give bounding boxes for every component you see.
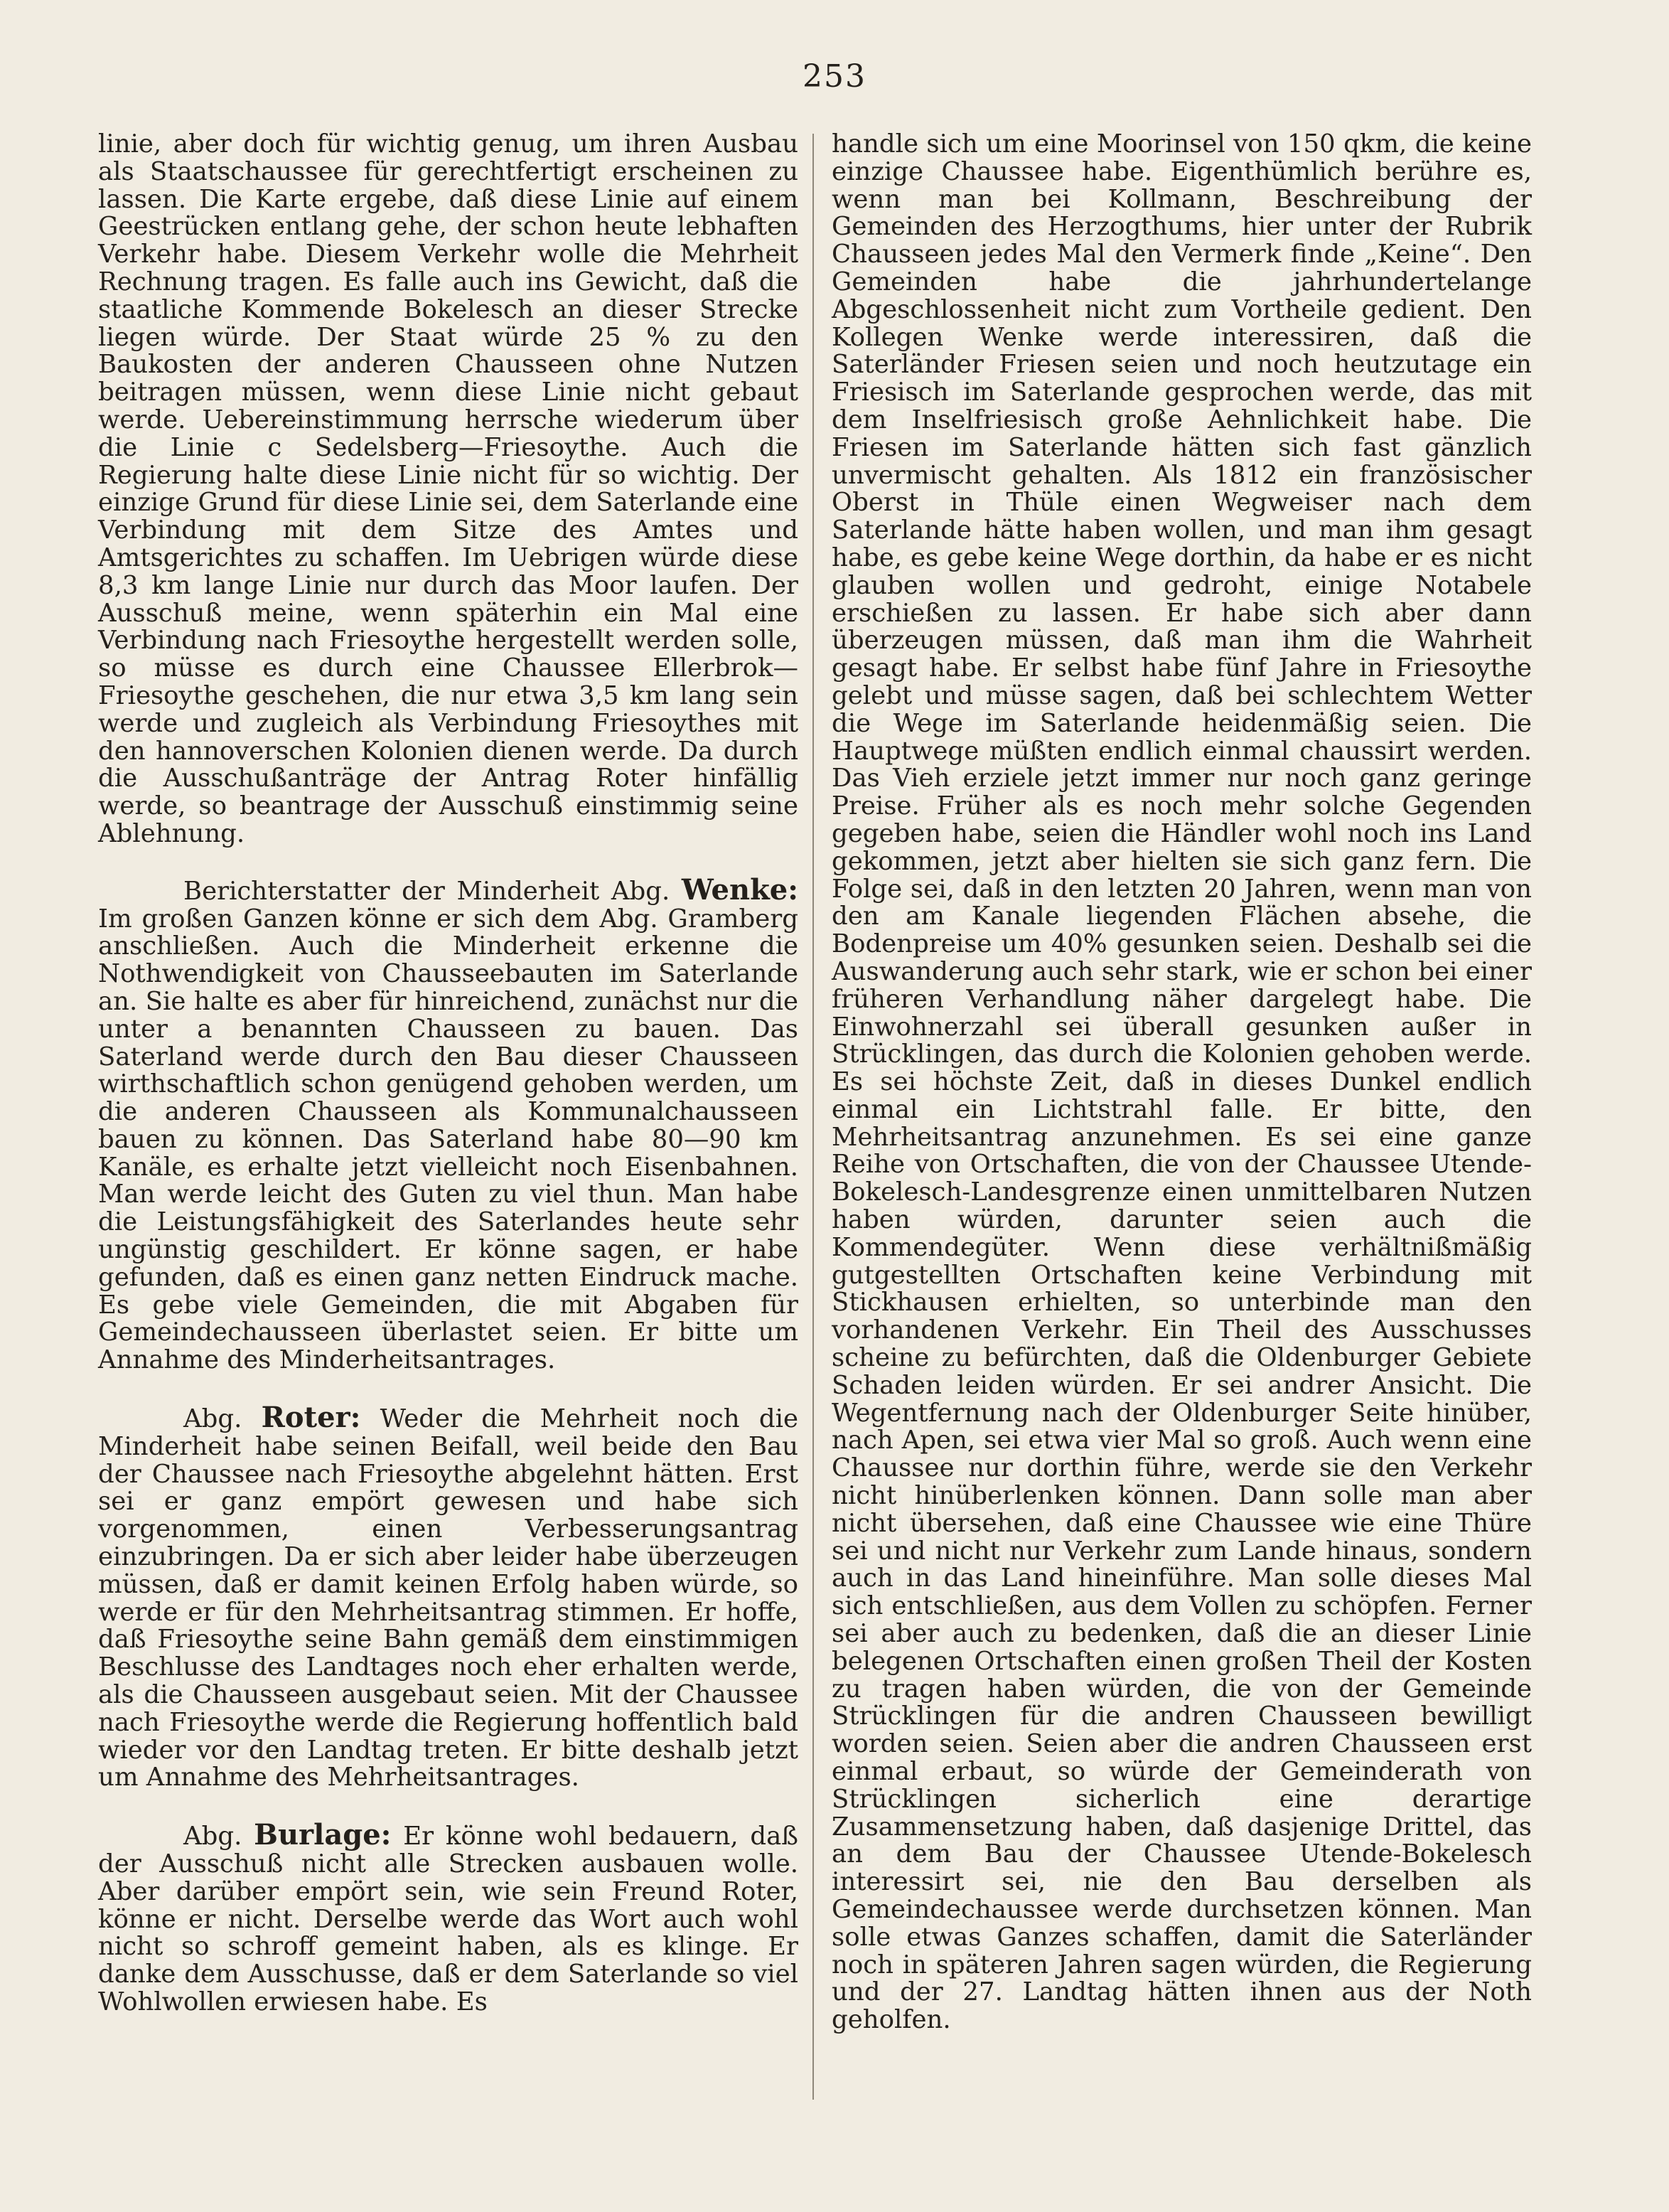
- speaker-prefix: Abg.: [183, 1822, 242, 1852]
- speaker-prefix: Abg.: [183, 1404, 242, 1434]
- page-number: 253: [803, 58, 866, 95]
- paragraph-roter: [98, 1401, 798, 1792]
- paragraph-wenke: [98, 872, 798, 1375]
- paragraph-text: Im großen Ganzen könne er sich dem Abg. Gramberg anschließen. Auch die Minderheit erkenne die Nothwendigkeit von Chausseebauten im Saterlande an. Sie halte es aber für hinreichend, zunächst nur die unter a benannten Chausseen zu bauen. Das Saterland werde durch den Bau dieser Chausseen wirthschaftlich schon genügend gehoben werden, um die anderen Chausseen als Kommunalchausseen bauen zu können. Das Saterland habe 80—90 km Kanäle, es erhalte jetzt vielleicht noch Eisenbahnen. Man werde leicht des Guten zu viel thun. Man habe die Leistungsfähigkeit des Saterlandes heute sehr ungünstig geschildert. Er könne sagen, er habe gefunden, daß es einen ganz netten Eindruck mache. Es gebe viele Gemeinden, die mit Abgaben für Gemeindechausseen überlastet seien. Er bitte um Annahme des Minderheitsantrages.: [98, 904, 798, 1375]
- speaker-name: Wenke:: [681, 872, 798, 907]
- right-column: [832, 131, 1532, 2034]
- left-column: [98, 131, 798, 2016]
- paragraph: [98, 131, 798, 848]
- paragraph-text: linie, aber doch für wichtig genug, um ihren Ausbau als Staatschaussee für gerechtfertigt erscheinen zu lassen. Die Karte ergebe, daß diese Linie auf einem Geestrücken entlang gehe, der schon heute lebhaften Verkehr habe. Diesem Verkehr wolle die Mehrheit Rechnung tragen. Es falle auch ins Gewicht, daß die staatliche Kommende Bokelesch an dieser Strecke liegen würde. Der Staat würde 25 % zu den Baukosten der anderen Chausseen ohne Nutzen beitragen müssen, wenn diese Linie nicht gebaut werde. Uebereinstimmung herrsche wiederum über die Linie c Sedelsberg—Friesoythe. Auch die Regierung halte diese Linie nicht für so wichtig. Der einzige Grund für diese Linie sei, dem Saterlande eine Verbindung mit dem Sitze des Amtes und Amtsgerichtes zu schaffen. Im Uebrigen würde diese 8,3 km lange Linie nur durch das Moor laufen. Der Ausschuß meine, wenn späterhin ein Mal eine Verbindung nach Friesoythe hergestellt werden solle, so müsse es durch eine Chaussee Ellerbrok—Friesoythe geschehen, die nur etwa 3,5 km lang sein werde und zugleich als Verbindung Friesoythes mit den hannoverschen Kolonien dienen werde. Da durch die Ausschußanträge der Antrag Roter hinfällig werde, so beantrage der Ausschuß einstimmig seine Ablehnung.: [98, 129, 798, 848]
- paragraph-text: Weder die Mehrheit noch die Minderheit habe seinen Beifall, weil beide den Bau der Chaussee nach Friesoythe abgelehnt hätten. Erst sei er ganz empört gewesen und habe sich vorgenommen, einen Verbesserungsantrag einzubringen. Da er sich aber leider habe überzeugen müssen, daß er damit keinen Erfolg haben würde, so werde er für den Mehrheitsantrag stimmen. Er hoffe, daß Friesoythe seine Bahn gemäß dem einstimmigen Beschlusse des Landtages noch eher erhalten werde, als die Chausseen ausgebaut seien. Mit der Chaussee nach Friesoythe werde die Regierung hoffentlich bald wieder vor den Landtag treten. Er bitte deshalb jetzt um Annahme des Mehrheitsantrages.: [98, 1404, 798, 1792]
- speaker-name: Roter:: [261, 1401, 361, 1435]
- paragraph-burlage: [98, 1818, 798, 2016]
- column-divider: [812, 134, 814, 2100]
- speaker-name: Burlage:: [254, 1818, 392, 1852]
- speaker-prefix: Berichterstatter der Minderheit Abg.: [183, 876, 670, 906]
- paragraph-text: Er könne wohl bedauern, daß der Ausschuß nicht alle Strecken ausbauen wolle. Aber darüber empört sein, wie sein Freund Roter, könne er nicht. Derselbe werde das Wort auch wohl nicht so schroff gemeint haben, als es klinge. Er danke dem Ausschusse, daß er dem Saterlande so viel Wohlwollen erwiesen habe. Es: [98, 1822, 798, 2016]
- paragraph-text: handle sich um eine Moorinsel von 150 qkm, die keine einzige Chaussee habe. Eigenthümlich berühre es, wenn man bei Kollmann, Beschreibung der Gemeinden des Herzogthums, hier unter der Rubrik Chausseen jedes Mal den Vermerk finde „Keine“. Den Gemeinden habe die jahrhundertelange Abgeschlossenheit nicht zum Vortheile gedient. Den Kollegen Wenke werde interessiren, daß die Saterländer Friesen seien und noch heutzutage ein Friesisch im Saterlande gesprochen werde, das mit dem Inselfriesisch große Aehnlichkeit habe. Die Friesen im Saterlande hätten sich fast gänzlich unvermischt gehalten. Als 1812 ein französischer Oberst in Thüle einen Wegweiser nach dem Saterlande hätte haben wollen, und man ihm gesagt habe, es gebe keine Wege dorthin, da habe er es nicht glauben wollen und gedroht, einige Notabele erschießen zu lassen. Er habe sich aber dann überzeugen müssen, daß man ihm die Wahrheit gesagt habe. Er selbst habe fünf Jahre in Friesoythe gelebt und müsse sagen, daß bei schlechtem Wetter die Wege im Saterlande heidenmäßig seien. Die Hauptwege müßten endlich einmal chaussirt werden. Das Vieh erziele jetzt immer nur noch ganz geringe Preise. Früher als es noch mehr solche Gegenden gegeben habe, seien die Händler wohl noch ins Land gekommen, jetzt aber hielten sie sich ganz fern. Die Folge sei, daß in den letzten 20 Jahren, wenn man von den am Kanale liegenden Flächen absehe, die Bodenpreise um 40% gesunken seien. Deshalb sei die Auswanderung auch sehr stark, wie er schon bei einer früheren Verhandlung näher dargelegt habe. Die Einwohnerzahl sei überall gesunken außer in Strücklingen, das durch die Kolonien gehoben werde. Es sei höchste Zeit, daß in dieses Dunkel endlich einmal ein Lichtstrahl falle. Er bitte, den Mehrheitsantrag anzunehmen. Es sei eine ganze Reihe von Ortschaften, die von der Chaussee Utende-Bokelesch-Landesgrenze einen unmittelbaren Nutzen haben würden, darunter seien auch die Kommendegüter. Wenn diese verhältnißmäßig gutgestellten Ortschaften keine Verbindung mit Stickhausen erhielten, so unterbinde man den vorhandenen Verkehr. Ein Theil des Ausschusses scheine zu befürchten, daß die Oldenburger Gebiete Schaden leiden würden. Er sei andrer Ansicht. Die Wegentfernung nach der Oldenburger Seite hinüber, nach Apen, sei etwa vier Mal so groß. Auch wenn eine Chaussee nur dorthin führe, werde sie den Verkehr nicht hinüberlenken können. Dann solle man aber nicht übersehen, daß eine Chaussee wie eine Thüre sei und nicht nur Verkehr zum Lande hinaus, sondern auch in das Land hineinführe. Man solle dieses Mal sich entschließen, aus dem Vollen zu schöpfen. Ferner sei aber auch zu bedenken, daß die an dieser Linie belegenen Ortschaften einen großen Theil der Kosten zu tragen haben würden, die von der Gemeinde Strücklingen für die andren Chausseen bewilligt worden seien. Seien aber die andren Chausseen erst einmal erbaut, so würde der Gemeinderath von Strücklingen sicherlich eine derartige Zusammensetzung haben, daß dasjenige Drittel, das an dem Bau der Chaussee Utende-Bokelesch interessirt sei, nie den Bau derselben als Gemeindechaussee werde durchsetzen können. Man solle etwas Ganzes schaffen, damit die Saterländer noch in späteren Jahren sagen würden, die Regierung und der 27. Landtag hätten ihnen aus der Noth geholfen.: [832, 129, 1532, 2035]
- paragraph: [832, 131, 1532, 2034]
